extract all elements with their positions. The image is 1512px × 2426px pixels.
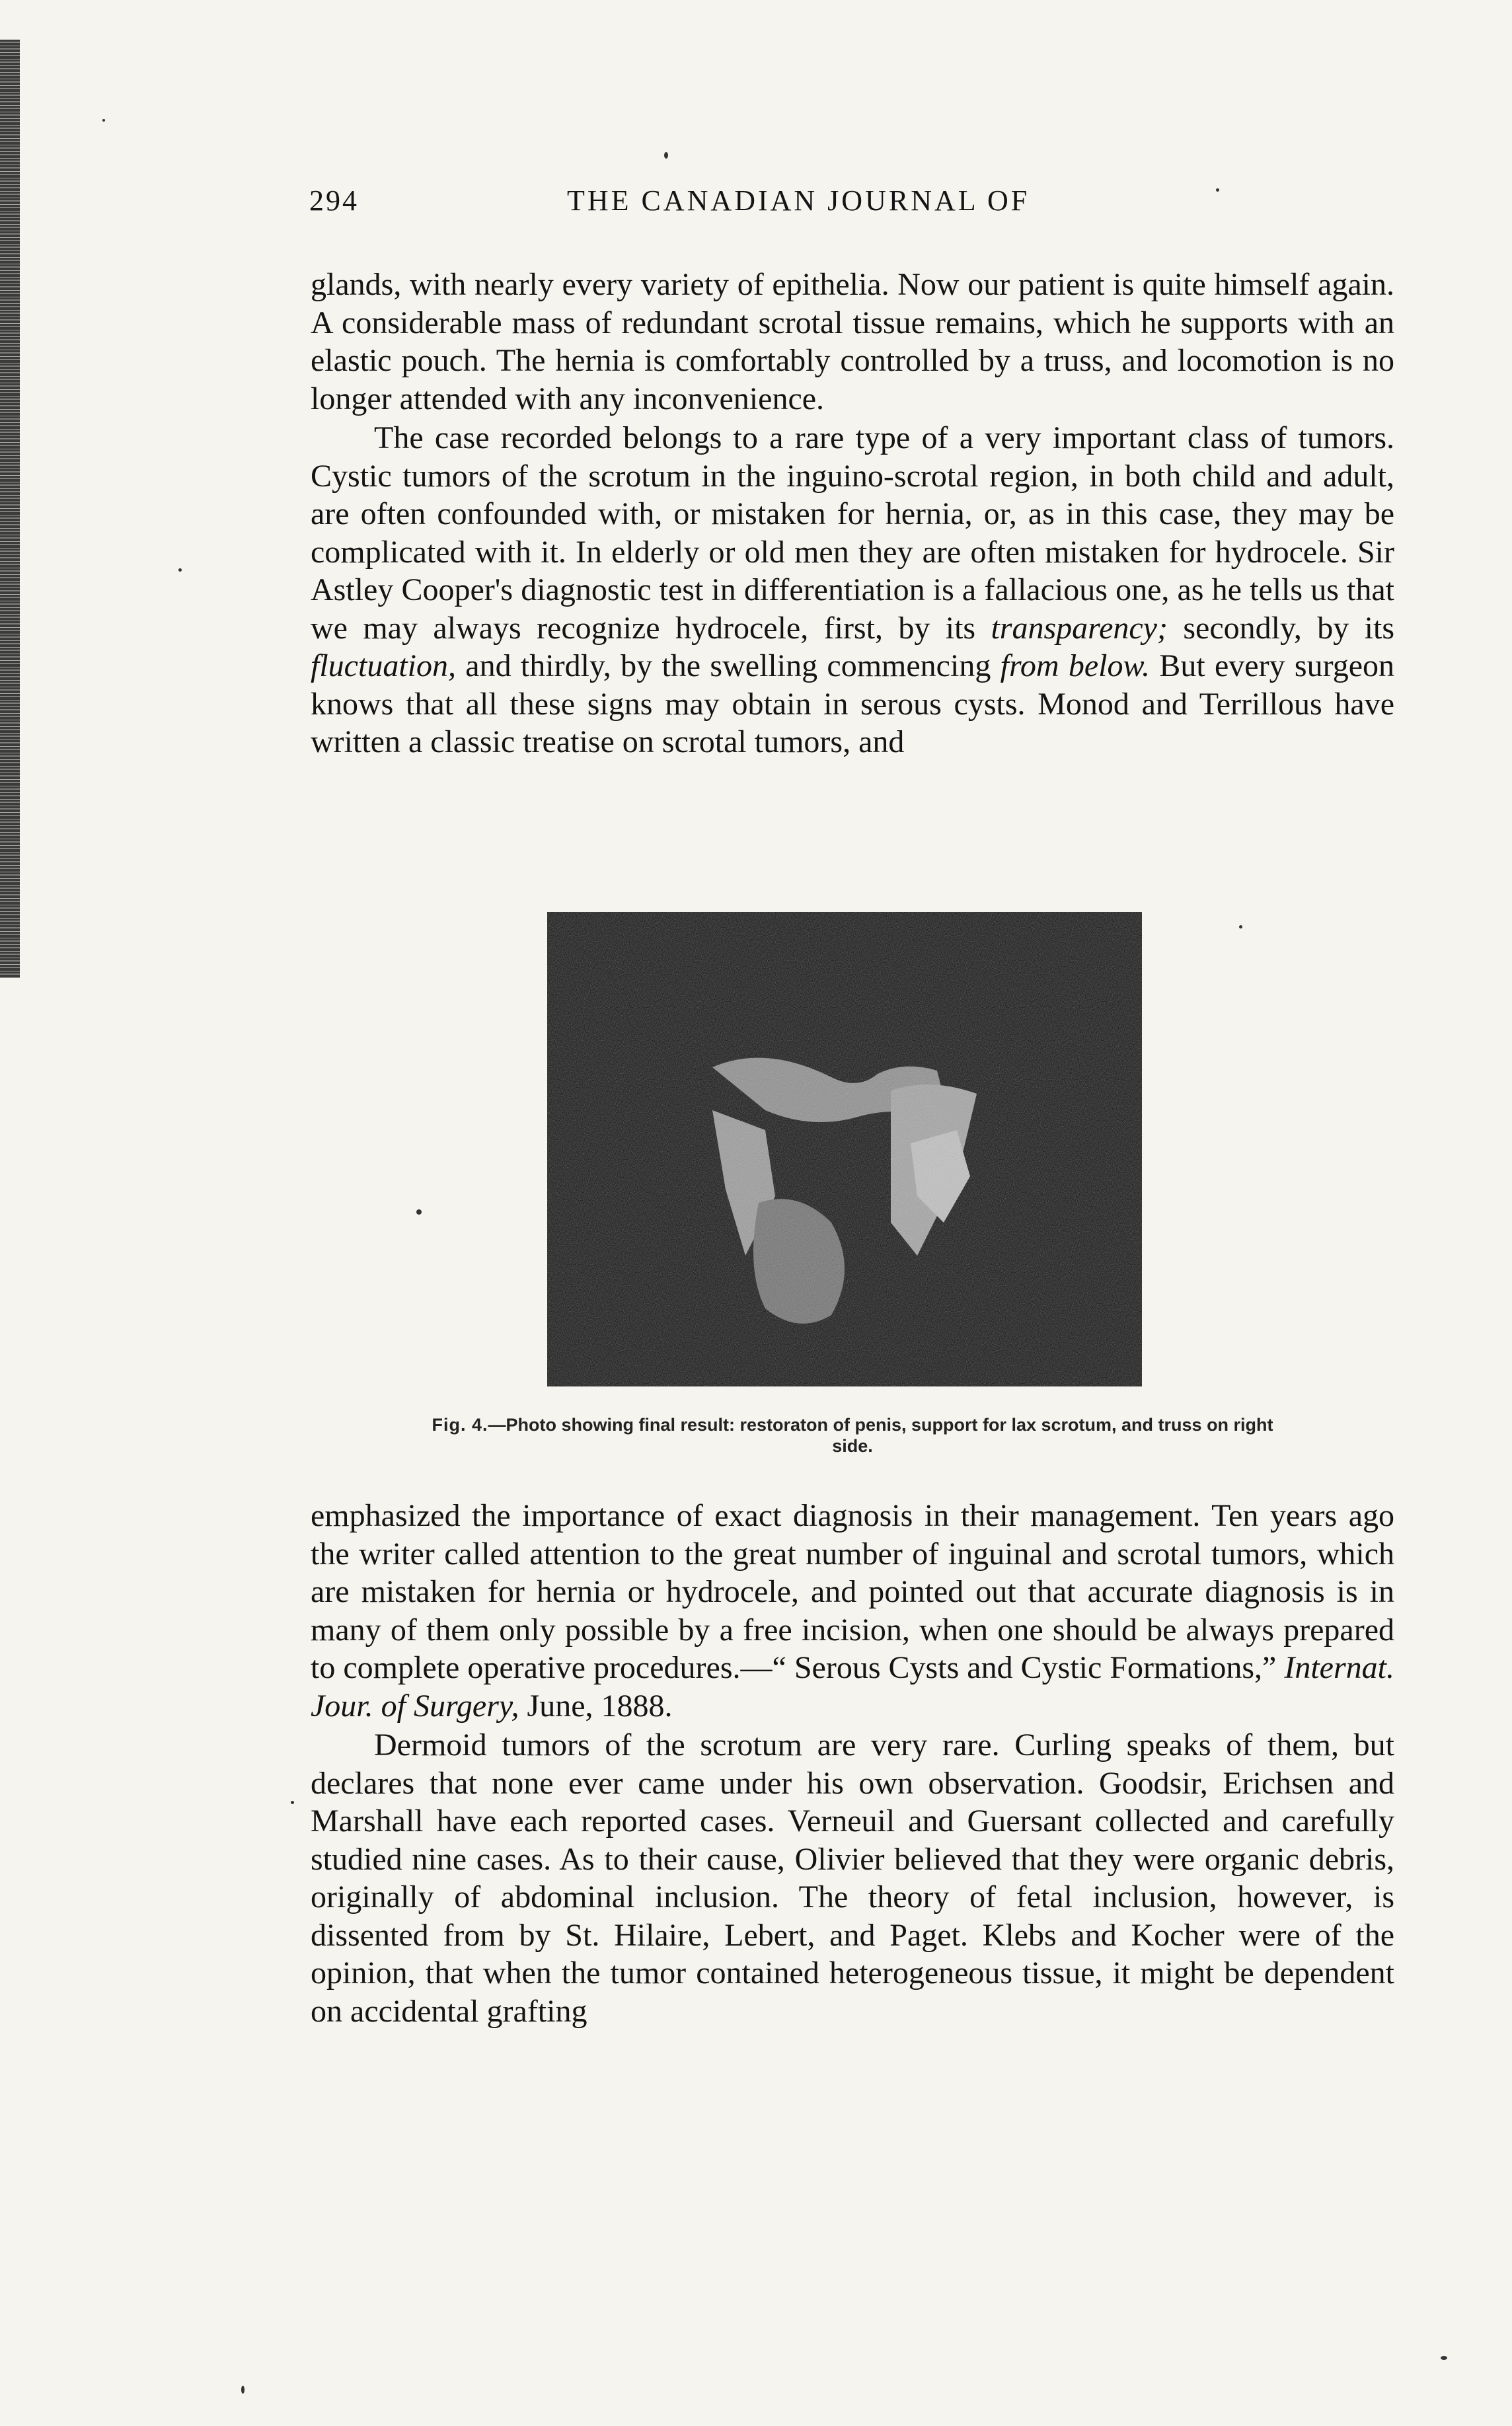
figure-caption — [410, 1414, 1295, 1457]
scan-speck — [1441, 2356, 1447, 2360]
scan-speck — [102, 119, 105, 122]
text-run: The case recorded belongs to a rare type of a very important class of tumors. Cystic tumors of the scrotum in the inguino-scrotal region, in both child and adult, are often confounded with, or mistaken for hernia, or, as in this case, they may be complicated with it. In elderly or old men they are often mistaken for hydrocele. Sir Astley Cooper's diagnostic test in differentiation is a fallacious one, as he tells us that we may always recognize hydrocele, first, by its — [311, 420, 1394, 646]
photo-illustration — [547, 912, 1142, 1386]
paragraph — [311, 1497, 1394, 1725]
scan-speck — [1239, 925, 1242, 929]
italic-run: fluctuation, — [311, 648, 456, 683]
scan-speck — [1216, 188, 1219, 192]
italic-run: transparency; — [991, 610, 1168, 646]
text-run: and thirdly, by the swelling commencing — [455, 648, 1001, 683]
scan-speck — [291, 1801, 294, 1804]
scan-speck — [178, 568, 182, 572]
body-text-bottom — [311, 1497, 1394, 2030]
binding-edge — [0, 40, 20, 978]
text-run: June, 1888. — [519, 1688, 673, 1724]
italic-run: Internat. Jour. of Surgery, — [311, 1650, 1394, 1724]
scan-speck — [664, 152, 668, 159]
paragraph-text: glands, with nearly every variety of epithelia. Now our patient is quite himself again. A considerable mass of redundant scrotal tissue remains, which he supports with an elastic pouch. The hernia is comfortably controlled by a truss, and locomotion is no longer attended with any inconvenience. — [311, 267, 1394, 416]
scan-speck — [241, 2386, 245, 2394]
paragraph-text: Dermoid tumors of the scrotum are very rare. Curling speaks of them, but declares that none ever came under his own observation. Goodsir, Erichsen and Marshall have each reported cases. Verneuil and Guersant collected and carefully studied nine cases. As to their cause, Olivier believed that they were organic debris, originally of abdominal inclusion. The theory of fetal inclusion, however, is dissented from by St. Hilaire, Lebert, and Paget. Klebs and Kocher were of the opinion, that when the tumor contained heterogeneous tissue, it might be dependent on accidental grafting — [311, 1727, 1394, 2029]
page-number: 294 — [309, 184, 359, 217]
paragraph — [311, 1726, 1394, 2030]
scan-speck — [416, 1209, 422, 1215]
text-run: But every surgeon knows that all these signs may obtain in serous cysts. Monod and Terrillous have written a classic treatise on scrotal tumors, and — [311, 648, 1395, 759]
running-title: THE CANADIAN JOURNAL OF — [567, 184, 1030, 217]
paragraph — [311, 419, 1394, 761]
caption-label: Fig. 4. — [432, 1415, 488, 1435]
page-header — [309, 184, 1168, 223]
caption-text: —Photo showing final result: restoraton of penis, support for lax scrotum, and truss on right side. — [488, 1415, 1273, 1456]
paragraph — [311, 266, 1394, 418]
body-text-top — [311, 266, 1394, 761]
text-run: emphasized the importance of exact diagnosis in their management. Ten years ago the writer called attention to the great number of inguinal and scrotal tumors, which are mistaken for hernia or hydrocele, and pointed out that accurate diagnosis is in many of them only possible by a free incision, when one should be always prepared to complete operative procedures.—“ Serous Cysts and Cystic Formations,” — [311, 1498, 1394, 1685]
figure-photo — [547, 912, 1142, 1386]
text-run: secondly, by its — [1167, 610, 1394, 646]
italic-run: from below. — [1000, 648, 1150, 683]
